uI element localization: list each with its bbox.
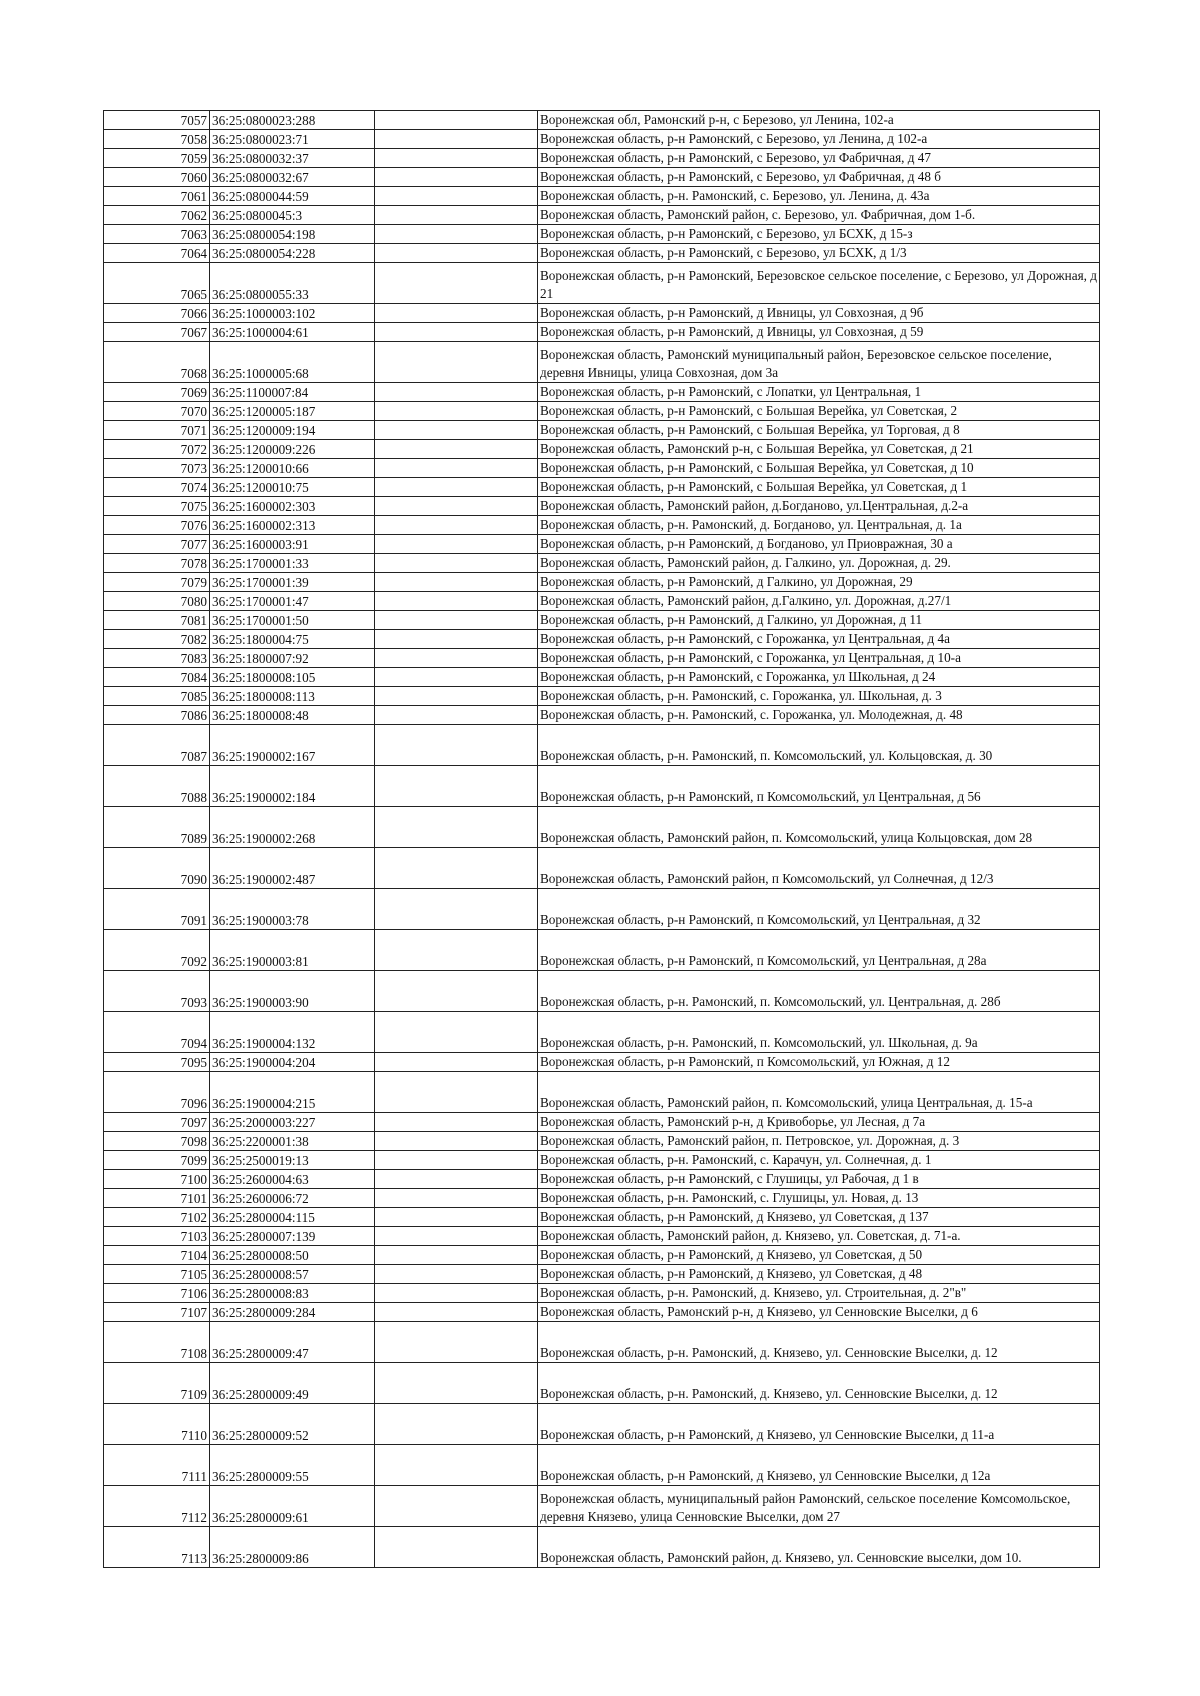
address-cell: Воронежская область, р-н Рамонский, с Большая Верейка, ул Советская, 2 xyxy=(538,402,1100,421)
address-cell: Воронежская область, р-н Рамонский, д Князево, ул Сенновские Выселки, д 12а xyxy=(538,1445,1100,1486)
table-row xyxy=(104,342,1100,383)
property-register-table xyxy=(103,110,1100,1568)
cadastral-number-cell: 36:25:2800009:284 xyxy=(210,1303,375,1322)
cadastral-number-cell: 36:25:1200010:66 xyxy=(210,459,375,478)
cadastral-number-cell: 36:25:1100007:84 xyxy=(210,383,375,402)
address-cell: Воронежская область, р-н. Рамонский, д. Богданово, ул. Центральная, д. 1а xyxy=(538,516,1100,535)
cadastral-number-cell: 36:25:0800032:37 xyxy=(210,149,375,168)
address-cell: Воронежская область, Рамонский р-н, д Кривоборье, ул Лесная, д 7а xyxy=(538,1113,1100,1132)
table-row xyxy=(104,168,1100,187)
address-cell: Воронежская область, р-н Рамонский, д Князево, ул Советская, д 137 xyxy=(538,1208,1100,1227)
cadastral-number-cell: 36:25:2800009:86 xyxy=(210,1527,375,1568)
empty-cell xyxy=(375,1227,538,1246)
table-row xyxy=(104,1053,1100,1072)
table-row xyxy=(104,1170,1100,1189)
table-row xyxy=(104,304,1100,323)
row-number-cell: 7069 xyxy=(104,383,210,402)
empty-cell xyxy=(375,1151,538,1170)
cadastral-number-cell: 36:25:1700001:50 xyxy=(210,611,375,630)
row-number-cell: 7084 xyxy=(104,668,210,687)
empty-cell xyxy=(375,573,538,592)
row-number-cell: 7106 xyxy=(104,1284,210,1303)
address-cell: Воронежская область, р-н Рамонский, п Комсомольский, ул Центральная, д 56 xyxy=(538,766,1100,807)
row-number-cell: 7078 xyxy=(104,554,210,573)
cadastral-number-cell: 36:25:0800054:228 xyxy=(210,244,375,263)
address-cell: Воронежская область, Рамонский муниципальный район, Березовское сельское поселение, деревня Ивницы, улица Совхозная, дом 3а xyxy=(538,342,1100,383)
row-number-cell: 7094 xyxy=(104,1012,210,1053)
address-cell: Воронежская область, р-н Рамонский, с Березово, ул БСХК, д 1/3 xyxy=(538,244,1100,263)
cadastral-number-cell: 36:25:0800054:198 xyxy=(210,225,375,244)
row-number-cell: 7108 xyxy=(104,1322,210,1363)
address-cell: Воронежская область, р-н. Рамонский, д. Князево, ул. Сенновские Выселки, д. 12 xyxy=(538,1363,1100,1404)
table-row xyxy=(104,1132,1100,1151)
table-row xyxy=(104,421,1100,440)
table-row xyxy=(104,263,1100,304)
empty-cell xyxy=(375,304,538,323)
address-cell: Воронежская область, Рамонский район, п. Комсомольский, улица Кольцовская, дом 28 xyxy=(538,807,1100,848)
empty-cell xyxy=(375,1113,538,1132)
row-number-cell: 7111 xyxy=(104,1445,210,1486)
row-number-cell: 7089 xyxy=(104,807,210,848)
address-cell: Воронежская область, р-н Рамонский, с Березово, ул БСХК, д 15-з xyxy=(538,225,1100,244)
row-number-cell: 7095 xyxy=(104,1053,210,1072)
table-row xyxy=(104,1012,1100,1053)
cadastral-number-cell: 36:25:1200005:187 xyxy=(210,402,375,421)
row-number-cell: 7075 xyxy=(104,497,210,516)
table-row xyxy=(104,516,1100,535)
cadastral-number-cell: 36:25:1900002:268 xyxy=(210,807,375,848)
table-row xyxy=(104,459,1100,478)
row-number-cell: 7096 xyxy=(104,1072,210,1113)
address-cell: Воронежская область, р-н. Рамонский, с. Глушицы, ул. Новая, д. 13 xyxy=(538,1189,1100,1208)
table-row xyxy=(104,611,1100,630)
cadastral-number-cell: 36:25:1900004:204 xyxy=(210,1053,375,1072)
row-number-cell: 7112 xyxy=(104,1486,210,1527)
table-row xyxy=(104,1113,1100,1132)
address-cell: Воронежская область, Рамонский район, п. Петровское, ул. Дорожная, д. 3 xyxy=(538,1132,1100,1151)
table-body xyxy=(104,111,1100,1568)
address-cell: Воронежская область, р-н Рамонский, д Галкино, ул Дорожная, д 11 xyxy=(538,611,1100,630)
address-cell: Воронежская область, Рамонский район, д.Богданово, ул.Центральная, д.2-а xyxy=(538,497,1100,516)
table-row xyxy=(104,1322,1100,1363)
empty-cell xyxy=(375,478,538,497)
table-row xyxy=(104,649,1100,668)
empty-cell xyxy=(375,149,538,168)
row-number-cell: 7100 xyxy=(104,1170,210,1189)
empty-cell xyxy=(375,1363,538,1404)
address-cell: Воронежская область, р-н Рамонский, с Березово, ул Фабричная, д 47 xyxy=(538,149,1100,168)
address-cell: Воронежская область, р-н Рамонский, с Большая Верейка, ул Советская, д 1 xyxy=(538,478,1100,497)
empty-cell xyxy=(375,421,538,440)
table-row xyxy=(104,1208,1100,1227)
cadastral-number-cell: 36:25:2800009:49 xyxy=(210,1363,375,1404)
row-number-cell: 7064 xyxy=(104,244,210,263)
cadastral-number-cell: 36:25:1800008:48 xyxy=(210,706,375,725)
row-number-cell: 7103 xyxy=(104,1227,210,1246)
empty-cell xyxy=(375,225,538,244)
row-number-cell: 7062 xyxy=(104,206,210,225)
empty-cell xyxy=(375,206,538,225)
empty-cell xyxy=(375,168,538,187)
table-row xyxy=(104,149,1100,168)
row-number-cell: 7109 xyxy=(104,1363,210,1404)
empty-cell xyxy=(375,1404,538,1445)
table-row xyxy=(104,554,1100,573)
empty-cell xyxy=(375,383,538,402)
address-cell: Воронежская область, р-н Рамонский, с Березово, ул Ленина, д 102-а xyxy=(538,130,1100,149)
address-cell: Воронежская область, р-н Рамонский, п Комсомольский, ул Центральная, д 32 xyxy=(538,889,1100,930)
empty-cell xyxy=(375,263,538,304)
table-row xyxy=(104,1404,1100,1445)
empty-cell xyxy=(375,1132,538,1151)
address-cell: Воронежская область, Рамонский р-н, с Большая Верейка, ул Советская, д 21 xyxy=(538,440,1100,459)
empty-cell xyxy=(375,1053,538,1072)
table-row xyxy=(104,1265,1100,1284)
address-cell: Воронежская область, р-н Рамонский, с Горожанка, ул Центральная, д 10-а xyxy=(538,649,1100,668)
empty-cell xyxy=(375,687,538,706)
row-number-cell: 7065 xyxy=(104,263,210,304)
empty-cell xyxy=(375,1012,538,1053)
cadastral-number-cell: 36:25:2600006:72 xyxy=(210,1189,375,1208)
empty-cell xyxy=(375,1208,538,1227)
address-cell: Воронежская область, р-н Рамонский, с Большая Верейка, ул Торговая, д 8 xyxy=(538,421,1100,440)
row-number-cell: 7101 xyxy=(104,1189,210,1208)
table-row xyxy=(104,1151,1100,1170)
table-row xyxy=(104,535,1100,554)
empty-cell xyxy=(375,630,538,649)
row-number-cell: 7082 xyxy=(104,630,210,649)
table-row xyxy=(104,478,1100,497)
table-row xyxy=(104,497,1100,516)
empty-cell xyxy=(375,611,538,630)
row-number-cell: 7093 xyxy=(104,971,210,1012)
empty-cell xyxy=(375,323,538,342)
row-number-cell: 7071 xyxy=(104,421,210,440)
empty-cell xyxy=(375,535,538,554)
row-number-cell: 7099 xyxy=(104,1151,210,1170)
row-number-cell: 7079 xyxy=(104,573,210,592)
cadastral-number-cell: 36:25:2500019:13 xyxy=(210,1151,375,1170)
cadastral-number-cell: 36:25:1900002:184 xyxy=(210,766,375,807)
address-cell: Воронежская область, Рамонский район, с. Березово, ул. Фабричная, дом 1-б. xyxy=(538,206,1100,225)
empty-cell xyxy=(375,1527,538,1568)
cadastral-number-cell: 36:25:1900003:78 xyxy=(210,889,375,930)
address-cell: Воронежская область, Рамонский р-н, д Князево, ул Сенновские Выселки, д 6 xyxy=(538,1303,1100,1322)
table-row xyxy=(104,383,1100,402)
row-number-cell: 7057 xyxy=(104,111,210,130)
address-cell: Воронежская область, Рамонский район, д. Галкино, ул. Дорожная, д. 29. xyxy=(538,554,1100,573)
empty-cell xyxy=(375,649,538,668)
table-row xyxy=(104,848,1100,889)
cadastral-number-cell: 36:25:1700001:33 xyxy=(210,554,375,573)
cadastral-number-cell: 36:25:1800008:105 xyxy=(210,668,375,687)
address-cell: Воронежская область, р-н. Рамонский, п. Комсомольский, ул. Кольцовская, д. 30 xyxy=(538,725,1100,766)
row-number-cell: 7063 xyxy=(104,225,210,244)
row-number-cell: 7088 xyxy=(104,766,210,807)
row-number-cell: 7067 xyxy=(104,323,210,342)
address-cell: Воронежская область, р-н Рамонский, д Князево, ул Сенновские Выселки, д 11-а xyxy=(538,1404,1100,1445)
row-number-cell: 7077 xyxy=(104,535,210,554)
cadastral-number-cell: 36:25:1800008:113 xyxy=(210,687,375,706)
table-row xyxy=(104,573,1100,592)
empty-cell xyxy=(375,516,538,535)
empty-cell xyxy=(375,402,538,421)
table-row xyxy=(104,1303,1100,1322)
row-number-cell: 7060 xyxy=(104,168,210,187)
address-cell: Воронежская область, р-н Рамонский, д Князево, ул Советская, д 48 xyxy=(538,1265,1100,1284)
row-number-cell: 7058 xyxy=(104,130,210,149)
cadastral-number-cell: 36:25:2800009:52 xyxy=(210,1404,375,1445)
table-row xyxy=(104,706,1100,725)
address-cell: Воронежская область, р-н. Рамонский, с. Березово, ул. Ленина, д. 43а xyxy=(538,187,1100,206)
cadastral-number-cell: 36:25:2800007:139 xyxy=(210,1227,375,1246)
address-cell: Воронежская область, р-н. Рамонский, с. Карачун, ул. Солнечная, д. 1 xyxy=(538,1151,1100,1170)
cadastral-number-cell: 36:25:0800055:33 xyxy=(210,263,375,304)
row-number-cell: 7074 xyxy=(104,478,210,497)
cadastral-number-cell: 36:25:2800009:55 xyxy=(210,1445,375,1486)
empty-cell xyxy=(375,459,538,478)
address-cell: Воронежская область, Рамонский район, п Комсомольский, ул Солнечная, д 12/3 xyxy=(538,848,1100,889)
cadastral-number-cell: 36:25:1000003:102 xyxy=(210,304,375,323)
empty-cell xyxy=(375,1486,538,1527)
address-cell: Воронежская область, р-н. Рамонский, д. Князево, ул. Сенновские Выселки, д. 12 xyxy=(538,1322,1100,1363)
row-number-cell: 7081 xyxy=(104,611,210,630)
address-cell: Воронежская область, Рамонский район, п. Комсомольский, улица Центральная, д. 15-а xyxy=(538,1072,1100,1113)
cadastral-number-cell: 36:25:1200009:226 xyxy=(210,440,375,459)
row-number-cell: 7104 xyxy=(104,1246,210,1265)
cadastral-number-cell: 36:25:1900004:132 xyxy=(210,1012,375,1053)
empty-cell xyxy=(375,930,538,971)
address-cell: Воронежская область, р-н. Рамонский, с. Горожанка, ул. Школьная, д. 3 xyxy=(538,687,1100,706)
table-row xyxy=(104,1072,1100,1113)
row-number-cell: 7059 xyxy=(104,149,210,168)
empty-cell xyxy=(375,1189,538,1208)
table-row xyxy=(104,402,1100,421)
table-row xyxy=(104,1284,1100,1303)
cadastral-number-cell: 36:25:2800008:83 xyxy=(210,1284,375,1303)
cadastral-number-cell: 36:25:1900002:487 xyxy=(210,848,375,889)
address-cell: Воронежская область, Рамонский район, д. Князево, ул. Советская, д. 71-а. xyxy=(538,1227,1100,1246)
table-row xyxy=(104,1445,1100,1486)
empty-cell xyxy=(375,848,538,889)
row-number-cell: 7097 xyxy=(104,1113,210,1132)
row-number-cell: 7113 xyxy=(104,1527,210,1568)
row-number-cell: 7105 xyxy=(104,1265,210,1284)
row-number-cell: 7098 xyxy=(104,1132,210,1151)
empty-cell xyxy=(375,1246,538,1265)
cadastral-number-cell: 36:25:1000004:61 xyxy=(210,323,375,342)
empty-cell xyxy=(375,889,538,930)
cadastral-number-cell: 36:25:2200001:38 xyxy=(210,1132,375,1151)
address-cell: Воронежская область, р-н Рамонский, д Ивницы, ул Совхозная, д 9б xyxy=(538,304,1100,323)
address-cell: Воронежская область, р-н Рамонский, с Большая Верейка, ул Советская, д 10 xyxy=(538,459,1100,478)
row-number-cell: 7061 xyxy=(104,187,210,206)
cadastral-number-cell: 36:25:1200009:194 xyxy=(210,421,375,440)
row-number-cell: 7066 xyxy=(104,304,210,323)
table-row xyxy=(104,1527,1100,1568)
empty-cell xyxy=(375,1445,538,1486)
cadastral-number-cell: 36:25:0800023:71 xyxy=(210,130,375,149)
address-cell: Воронежская область, р-н. Рамонский, с. Горожанка, ул. Молодежная, д. 48 xyxy=(538,706,1100,725)
row-number-cell: 7110 xyxy=(104,1404,210,1445)
row-number-cell: 7068 xyxy=(104,342,210,383)
empty-cell xyxy=(375,342,538,383)
row-number-cell: 7090 xyxy=(104,848,210,889)
address-cell: Воронежская область, р-н Рамонский, с Горожанка, ул Центральная, д 4а xyxy=(538,630,1100,649)
address-cell: Воронежская область, р-н. Рамонский, д. Князево, ул. Строительная, д. 2"в" xyxy=(538,1284,1100,1303)
empty-cell xyxy=(375,1265,538,1284)
table-row xyxy=(104,971,1100,1012)
cadastral-number-cell: 36:25:2800008:57 xyxy=(210,1265,375,1284)
row-number-cell: 7107 xyxy=(104,1303,210,1322)
table-row xyxy=(104,206,1100,225)
address-cell: Воронежская область, р-н Рамонский, п Комсомольский, ул Южная, д 12 xyxy=(538,1053,1100,1072)
empty-cell xyxy=(375,1072,538,1113)
cadastral-number-cell: 36:25:1800007:92 xyxy=(210,649,375,668)
row-number-cell: 7102 xyxy=(104,1208,210,1227)
table-row xyxy=(104,1189,1100,1208)
cadastral-number-cell: 36:25:1700001:47 xyxy=(210,592,375,611)
table-row xyxy=(104,111,1100,130)
row-number-cell: 7091 xyxy=(104,889,210,930)
row-number-cell: 7087 xyxy=(104,725,210,766)
empty-cell xyxy=(375,1284,538,1303)
table-row xyxy=(104,668,1100,687)
empty-cell xyxy=(375,497,538,516)
empty-cell xyxy=(375,130,538,149)
empty-cell xyxy=(375,668,538,687)
address-cell: Воронежская область, р-н Рамонский, д Богданово, ул Приовражная, 30 а xyxy=(538,535,1100,554)
empty-cell xyxy=(375,706,538,725)
address-cell: Воронежская область, р-н Рамонский, с Горожанка, ул Школьная, д 24 xyxy=(538,668,1100,687)
table-row xyxy=(104,1227,1100,1246)
empty-cell xyxy=(375,1170,538,1189)
empty-cell xyxy=(375,111,538,130)
address-cell: Воронежская область, р-н Рамонский, с Березово, ул Фабричная, д 48 б xyxy=(538,168,1100,187)
table-row xyxy=(104,323,1100,342)
empty-cell xyxy=(375,554,538,573)
address-cell: Воронежская область, муниципальный район Рамонский, сельское поселение Комсомольское, деревня Князево, улица Сенновские Выселки, дом 27 xyxy=(538,1486,1100,1527)
row-number-cell: 7085 xyxy=(104,687,210,706)
address-cell: Воронежская область, р-н. Рамонский, п. Комсомольский, ул. Школьная, д. 9а xyxy=(538,1012,1100,1053)
table-row xyxy=(104,930,1100,971)
cadastral-number-cell: 36:25:2800009:61 xyxy=(210,1486,375,1527)
table-row xyxy=(104,1363,1100,1404)
cadastral-number-cell: 36:25:1000005:68 xyxy=(210,342,375,383)
address-cell: Воронежская область, р-н Рамонский, с Глушицы, ул Рабочая, д 1 в xyxy=(538,1170,1100,1189)
address-cell: Воронежская обл, Рамонский р-н, с Березово, ул Ленина, 102-а xyxy=(538,111,1100,130)
table-row xyxy=(104,440,1100,459)
table-row xyxy=(104,889,1100,930)
row-number-cell: 7083 xyxy=(104,649,210,668)
cadastral-number-cell: 36:25:2800009:47 xyxy=(210,1322,375,1363)
table-row xyxy=(104,130,1100,149)
row-number-cell: 7073 xyxy=(104,459,210,478)
cadastral-number-cell: 36:25:2800004:115 xyxy=(210,1208,375,1227)
cadastral-number-cell: 36:25:1700001:39 xyxy=(210,573,375,592)
empty-cell xyxy=(375,592,538,611)
row-number-cell: 7086 xyxy=(104,706,210,725)
table-row xyxy=(104,630,1100,649)
empty-cell xyxy=(375,1322,538,1363)
address-cell: Воронежская область, Рамонский район, д. Князево, ул. Сенновские выселки, дом 10. xyxy=(538,1527,1100,1568)
row-number-cell: 7070 xyxy=(104,402,210,421)
address-cell: Воронежская область, р-н. Рамонский, п. Комсомольский, ул. Центральная, д. 28б xyxy=(538,971,1100,1012)
address-cell: Воронежская область, р-н Рамонский, Березовское сельское поселение, с Березово, ул Дорожная, д 21 xyxy=(538,263,1100,304)
table-row xyxy=(104,1246,1100,1265)
table-row xyxy=(104,725,1100,766)
table-row xyxy=(104,187,1100,206)
empty-cell xyxy=(375,971,538,1012)
cadastral-number-cell: 36:25:2800008:50 xyxy=(210,1246,375,1265)
cadastral-number-cell: 36:25:1600003:91 xyxy=(210,535,375,554)
cadastral-number-cell: 36:25:2000003:227 xyxy=(210,1113,375,1132)
cadastral-number-cell: 36:25:2600004:63 xyxy=(210,1170,375,1189)
cadastral-number-cell: 36:25:0800032:67 xyxy=(210,168,375,187)
cadastral-number-cell: 36:25:0800044:59 xyxy=(210,187,375,206)
table-row xyxy=(104,687,1100,706)
cadastral-number-cell: 36:25:1600002:303 xyxy=(210,497,375,516)
table-row xyxy=(104,766,1100,807)
empty-cell xyxy=(375,440,538,459)
cadastral-number-cell: 36:25:1900003:90 xyxy=(210,971,375,1012)
address-cell: Воронежская область, р-н Рамонский, д Ивницы, ул Совхозная, д 59 xyxy=(538,323,1100,342)
cadastral-number-cell: 36:25:1800004:75 xyxy=(210,630,375,649)
cadastral-number-cell: 36:25:1900004:215 xyxy=(210,1072,375,1113)
address-cell: Воронежская область, Рамонский район, д.Галкино, ул. Дорожная, д.27/1 xyxy=(538,592,1100,611)
cadastral-number-cell: 36:25:0800045:3 xyxy=(210,206,375,225)
row-number-cell: 7072 xyxy=(104,440,210,459)
address-cell: Воронежская область, р-н Рамонский, д Галкино, ул Дорожная, 29 xyxy=(538,573,1100,592)
empty-cell xyxy=(375,807,538,848)
table-row xyxy=(104,807,1100,848)
address-cell: Воронежская область, р-н Рамонский, д Князево, ул Советская, д 50 xyxy=(538,1246,1100,1265)
table-row xyxy=(104,244,1100,263)
table-row xyxy=(104,1486,1100,1527)
address-cell: Воронежская область, р-н Рамонский, с Лопатки, ул Центральная, 1 xyxy=(538,383,1100,402)
row-number-cell: 7080 xyxy=(104,592,210,611)
row-number-cell: 7076 xyxy=(104,516,210,535)
cadastral-number-cell: 36:25:1900002:167 xyxy=(210,725,375,766)
address-cell: Воронежская область, р-н Рамонский, п Комсомольский, ул Центральная, д 28а xyxy=(538,930,1100,971)
empty-cell xyxy=(375,187,538,206)
table-row xyxy=(104,225,1100,244)
cadastral-number-cell: 36:25:1200010:75 xyxy=(210,478,375,497)
empty-cell xyxy=(375,766,538,807)
empty-cell xyxy=(375,725,538,766)
cadastral-number-cell: 36:25:1600002:313 xyxy=(210,516,375,535)
empty-cell xyxy=(375,244,538,263)
row-number-cell: 7092 xyxy=(104,930,210,971)
cadastral-number-cell: 36:25:0800023:288 xyxy=(210,111,375,130)
empty-cell xyxy=(375,1303,538,1322)
table-row xyxy=(104,592,1100,611)
cadastral-number-cell: 36:25:1900003:81 xyxy=(210,930,375,971)
